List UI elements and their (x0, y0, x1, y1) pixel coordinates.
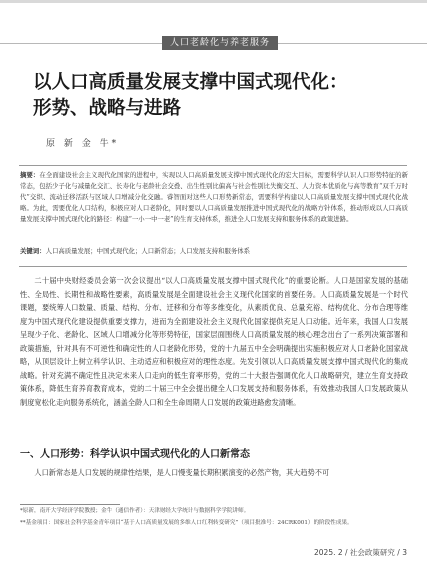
section-heading: 一、人口形势：科学认识中国式现代化的人口新常态 (20, 449, 250, 460)
keywords (20, 246, 408, 257)
title-line-1: 以人口高质量发展支撑中国式现代化： (33, 72, 348, 93)
footnote-author: *原新，南开大学经济学院教授；金牛（通信作者）：天津财经大学统计与数据科学学院讲师。 (20, 508, 250, 514)
page-footer: 2025. 2 / 社会政策研究 / 3 (314, 548, 407, 557)
article-title (33, 70, 393, 122)
abstract-label: 摘要： (20, 171, 40, 179)
keywords-label: 关键词： (20, 247, 46, 255)
abstract-text: 在全面建设社会主义现代化国家的进程中，实现以人口高质量发展支撑中国式现代化的宏大目标，需要科学认识人口形势特征的新常态，包括少子化与减量化交汇、长寿化与老龄社会交叠、出生性别比偏高与社会性别比失衡交互、人力资本优质化与高等教育“双千万时代”交织、流动迁移活跃与区域人口增减分化交融。睿智面对这些人口形势新常态，需要科学构建以人口高质量发展支撑中国式现代化战略。为此，需要优化人口结构，积极应对人口老龄化，同时要以人口高质量发展推进中国式现代化的战略方针体系，推动形成以人口高质量发展支撑中国式现代化的路径：构建“一小一中一老”的生育支持体系，推进全人口发展支持和服务体系的政策进路。 (20, 171, 408, 223)
keywords-text: 人口高质量发展；中国式现代化；人口新常态；人口发展支持和服务体系 (45, 247, 251, 255)
title-line-2: 形势、战略与进路 (33, 98, 182, 119)
intro-paragraph: 二十届中央财经委员会第一次会议提出“以人口高质量发展支撑中国式现代化”的重要论断。人口是国家发展的基础性、全局性、长期性和战略性要素，高质量发展是全面建设社会主义现代化国家的首要任务。人口高质量发展是一个时代课题，要统筹人口数量、质量、结构、分布、迁移和分布等多维变化，从素质优良、总量充裕、结构优化、分布合理等维度为中国式现代化建设提供重要支撑力，进而为全面建设社会主义现代化国家提供充足人口动能。近年来，我国人口发展呈现少子化、老龄化、区域人口增减分化等形势特征，国家层面围绕人口高质量发展的核心理念出台了一系列决策部署和政策措施，针对具有不可逆性和确定性的人口老龄化形势，党的十九届五中全会明确提出实施积极应对人口老龄化国家战略，从顶层设计上树立科学认识、主动适应和积极应对的理性态度。先发引领以人口高质量发展支撑中国式现代化的集成战略。针对充满不确定性且决定未来人口走向的低生育率形势，党的二十大报告强调优化人口战略研究，建立生育支持政策体系，降低生育养育教育成本，党的二十届三中全会提出健全人口发展支持和服务体系，有效推动我国人口发展政策从制度宽松化走向服务系统化，涵盖全龄人口和全生命周期人口发展的政策进路愈发清晰。 (20, 276, 408, 407)
authors: 原 新 金 牛* (46, 139, 120, 149)
footnotes (20, 507, 408, 530)
column-header (0, 36, 427, 50)
footnote-fund: **基金项目：国家社会科学基金青年项目“基于人口高质量发展的多维人口红利转变研究”（项目批准号：24CRK001）的阶段性成果。 (20, 519, 353, 526)
section-paragraph: 人口新常态是人口发展的规律性结果，是人口慢变量长期积累演变的必然产物，其大趋势不可 (34, 468, 330, 477)
abstract (20, 170, 408, 225)
column-label: 人口老龄化与养老服务 (162, 36, 278, 50)
top-rule (0, 0, 427, 3)
footnote-rule (20, 504, 120, 505)
